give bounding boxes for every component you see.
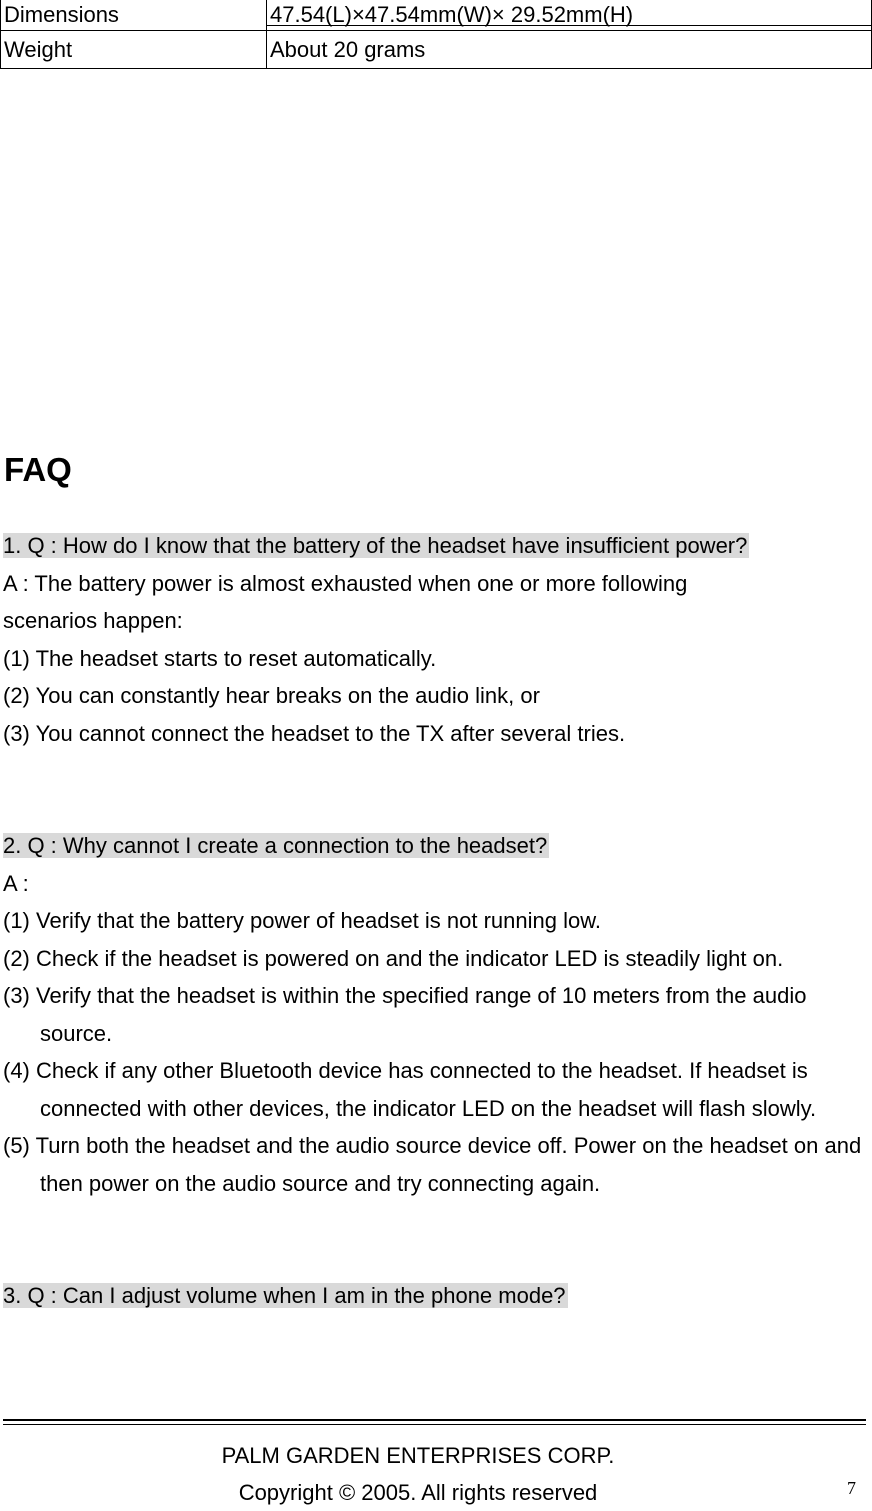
faq-question: 3. Q : Can I adjust volume when I am in the phone mode? (3, 1283, 566, 1308)
faq-answer-intro: A : The battery power is almost exhausted when one or more following (3, 570, 688, 596)
faq-item-2 (3, 827, 865, 1202)
spec-value: 47.54(L)×47.54mm(W)× 29.52mm(H) (267, 0, 872, 31)
faq-answer-point: (2) Check if the headset is powered on and the indicator LED is steadily light on. (3, 945, 784, 971)
faq-answer-point: (3) You cannot connect the headset to the TX after several tries. (3, 720, 626, 746)
spec-label: Dimensions (1, 0, 267, 31)
faq-answer-point: (1) Verify that the battery power of headset is not running low. (3, 908, 602, 933)
faq-answer-point: (5) Turn both the headset and the audio source device off. Power on the headset on and then power on the audio source and try connecting again. (3, 1133, 862, 1196)
faq-answer-point: (1) The headset starts to reset automatically. (3, 645, 437, 671)
faq-answer-list (3, 902, 865, 1202)
page-footer (0, 1437, 836, 1511)
faq-answer-list (3, 640, 865, 753)
faq-item-1 (3, 527, 865, 752)
footer-divider (3, 1419, 866, 1425)
spec-value: About 20 grams (267, 31, 872, 69)
spec-row-weight (1, 31, 872, 69)
spec-label: Weight (1, 31, 267, 69)
faq-answer-point: (2) You can constantly hear breaks on the audio link, or (3, 683, 540, 708)
faq-answer-intro: A : (3, 870, 29, 896)
faq-answer-point: (4) Check if any other Bluetooth device has connected to the headset. If headset is connected with other devices, the indicator LED on the headset will flash slowly. (3, 1058, 817, 1121)
faq-item-3 (3, 1277, 865, 1315)
faq-answer-intro-cont: scenarios happen: (3, 608, 183, 633)
faq-question: 1. Q : How do I know that the battery of the headset have insufficient power? (3, 533, 748, 558)
page-number: 7 (847, 1478, 856, 1498)
faq-heading: FAQ (4, 451, 72, 488)
footer-company: PALM GARDEN ENTERPRISES CORP. (221, 1443, 615, 1468)
faq-question: 2. Q : Why cannot I create a connection to the headset? (3, 833, 548, 858)
footer-copyright: Copyright © 2005. All rights reserved (238, 1480, 598, 1505)
faq-answer-point: (3) Verify that the headset is within the specified range of 10 meters from the audio source. (3, 983, 807, 1046)
faq-section (3, 527, 865, 1315)
specifications-table (0, 0, 872, 69)
spec-row-dimensions (1, 0, 872, 31)
